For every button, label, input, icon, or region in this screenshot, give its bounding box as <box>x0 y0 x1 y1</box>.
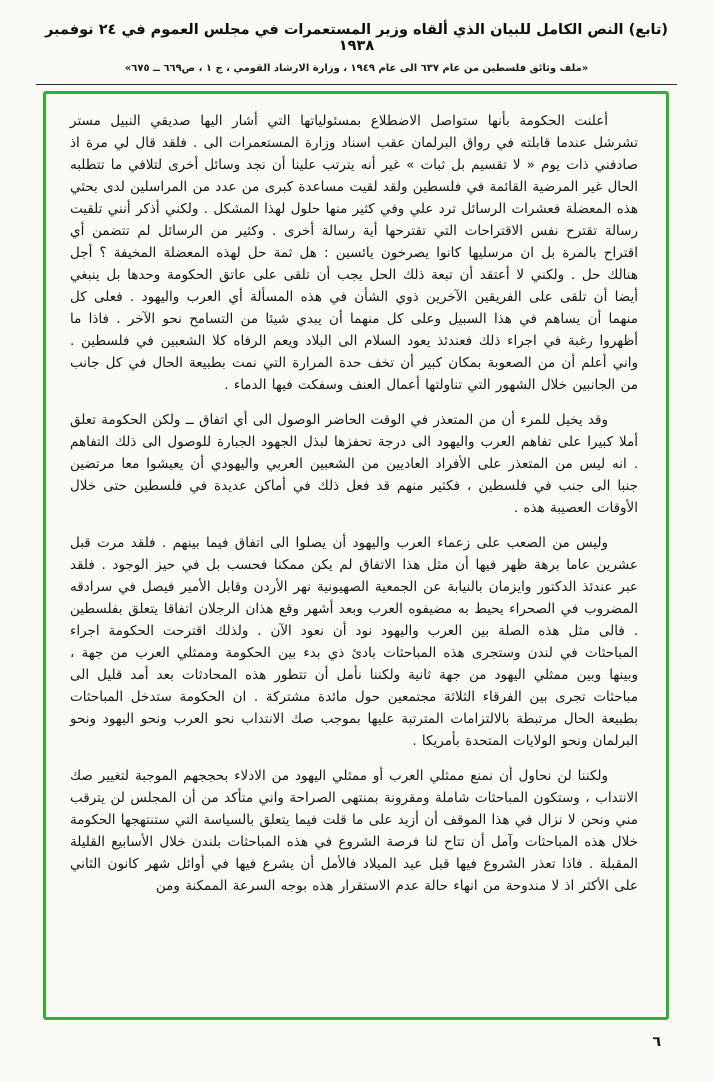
paragraph-3: وليس من الصعب على زعماء العرب واليهود أن يصلوا الى اتفاق فيما بينهم . فلقد مرت قبل عشرين عاما برهة ظهر فيها أن مثل هذا الاتفاق لم يكن ممكنا فحسب بل في حيز الوجود . فلقد عبر عندئذ الدكتور وايزمان بالنيابة عن الجمعية الصهيونية نهر الأردن وقابل الأمير فيصل في سرادقه المضروب في الصحراء يحيط به مضيفوه العرب وبعد أشهر وقع هذان الرجلان اتفاقا يتعلق بفلسطين . فالى مثل هذه الصلة بين العرب واليهود نود أن نعود الآن . ولذلك اقترحت الحكومة اجراء المباحثات في لندن وستجرى هذه المباحثات بادئ ذي بدء بين الحكومة وممثلي العرب من جهة ، وبينها وبين ممثلي اليهود من جهة ثانية ولكننا نأمل أن تتطور هذه المحادثات بعد أمد قليل الى مباحثات تجرى بين الفرقاء الثلاثة مجتمعين حول مائدة مشتركة . ان الحكومة ستدخل المباحثات بطبيعة الحال مرتبطة بالالتزامات المترتبة عليها بموجب صك الانتداب نحو العرب ونحو اليهود ونحو البرلمان ونحو الولايات المتحدة بأمريكا . <box>70 535 638 749</box>
document-title: (تابع) النص الكامل للبيان الذي ألقاه وزير المستعمرات في مجلس العموم في ٢٤ نوفمبر ١٩٣٨ <box>44 22 669 54</box>
document-source-citation: «ملف وثائق فلسطين من عام ٦٣٧ الى عام ١٩٤٩ ، وزارة الارشاد القومي ، ج ١ ، ص٦٦٩ ــ ٦٧٥» <box>124 63 589 74</box>
paragraph-4: ولكننا لن نحاول أن نمنع ممثلي العرب أو ممثلي اليهود من الادلاء بحججهم الموجبة لتغيير صك الانتداب ، وستكون المباحثات شاملة ومقرونة بمنتهى الصراحة واني متأكد من أن المجلس لن يترقب مني ونحن لا نزال في هذا الموقف أن أزيد على ما قلت فيما يتعلق بالسياسة التي ستنتهجها الحكومة خلال هذه المباحثات وآمل أن تتاح لنا فرصة الشروع في هذه المباحثات بلندن خلال الأسابيع القليلة المقبلة . فاذا تعذر الشروع فيها قبل عيد الميلاد فالأمل أن يشرع فيها في أوائل شهر كانون الثاني على الأكثر اذ لا مندوحة من انهاء حالة عدم الاستقرار هذه بوجه السرعة الممكنة ومن <box>70 768 638 894</box>
header-divider <box>36 84 677 85</box>
page-number: ٦ <box>652 1034 661 1050</box>
green-text-frame <box>43 91 669 1020</box>
paragraph-1: أعلنت الحكومة بأنها ستواصل الاضطلاع بمسئولياتها التي أشار اليها صديقي النبيل مستر تشرشل عندما قابلته في رواق البرلمان عقب اسناد وزارة المستعمرات الى . فلقد قال لي مرة اذ صادفني ذات يوم « لا تقسيم بل ثبات » غير أنه يترتب علينا أن نجد وسائل أخرى لتلافي ما تتطلبه الحال غير المرضية القائمة في فلسطين ولقد لقيت مساعدة كبرى من عدد من المراسلين لدى بحثي هذه المعضلة فعشرات الرسائل ترد علي وفي كثير منها حلول لهذا المشكل . ولكني أذكر أنني تلقيت رسالة تقترح نفس الاقتراحات التي تقترحها أية رسالة أخرى . وكثير من الرسائل لم تتضمن أي اقتراح بالمرة بل ان مرسليها كانوا يصرخون يائسين : هل ثمة حل لهذه المعضلة المخيفة ؟ أجل هنالك حل . ولكني لا أعتقد أن تبعة ذلك الحل يجب أن تلقى على عاتق الحكومة وحدها بل ينبغي أيضا أن تلقى على الفريقين الآخرين ذوي الشأن في هذه المسألة أي العرب واليهود . فعلى كل منهما أن يساهم في هذا السبيل وعلى كل منهما أن يبدي شيئا من التسامح نحو الآخر . فاذا ما أظهروا رغبة في اجراء ذلك فعندئذ يعود السلام الى البلاد ويعم الرفاه كلا الشعبين في فلسطين . واني أعلم أن من الصعوبة بمكان كبير أن تخف حدة المرارة التي نمت بطبيعة الحال في كل جانب من الجانبين خلال الشهور التي تناولتها أعمال العنف وسفكت فيها الدماء . <box>70 113 638 393</box>
document-body <box>70 110 638 897</box>
paragraph-2: وقد يخيل للمرء أن من المتعذر في الوقت الحاضر الوصول الى أي اتفاق ــ ولكن الحكومة تعلق أملا كبيرا على تفاهم العرب واليهود الى درجة تحفزها لبذل الجهود الجبارة للوصول الى ذلك التفاهم . انه ليس من المتعذر على الأفراد العاديين من الشعبين العربي واليهودي أن يعيشوا معا مرتضين جنبا الى جنب في فلسطين ، فكثير منهم قد فعل ذلك في أماكن عديدة في فلسطين حتى خلال الأوقات العصيبة هذه . <box>70 412 638 516</box>
document-header <box>0 0 713 85</box>
